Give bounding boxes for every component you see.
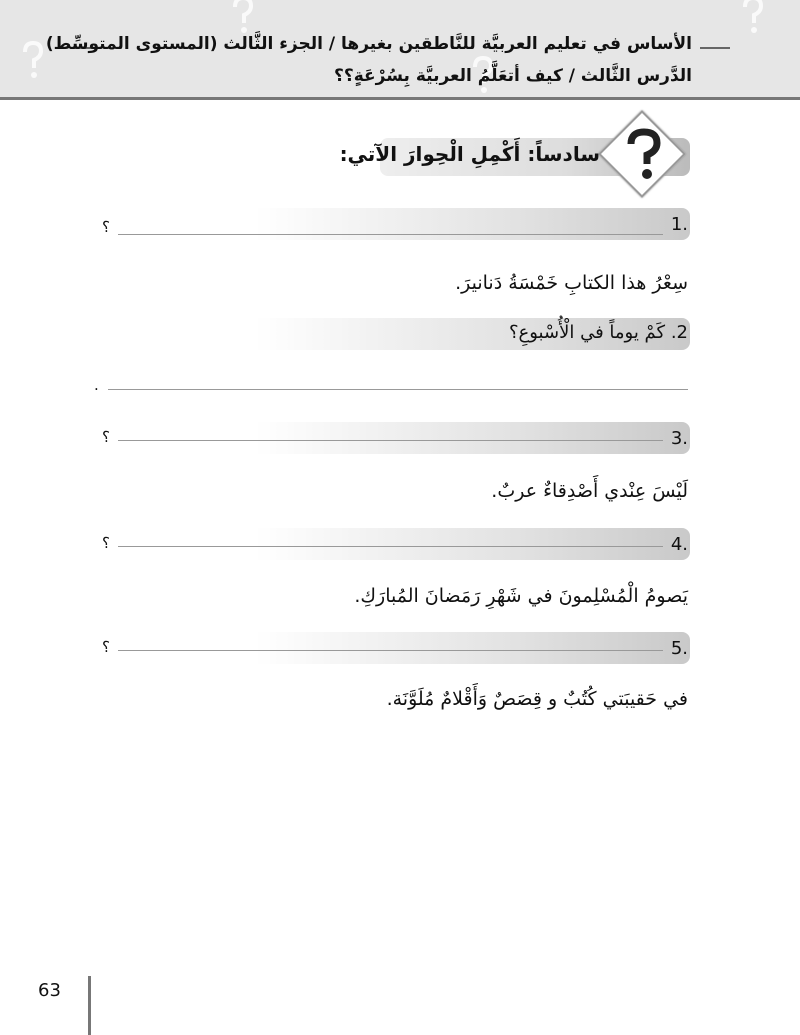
answer-line[interactable] xyxy=(118,234,663,235)
answer-line[interactable] xyxy=(118,650,663,651)
header-rule xyxy=(700,47,730,49)
period-mark: . xyxy=(94,376,99,394)
question-bar xyxy=(110,632,690,664)
page-number: 63 xyxy=(38,980,61,1001)
answer-text: في حَقيبَتي كُتُبٌ و قِصَصٌ وَأَقْلامٌ مُلَوَّنَة. xyxy=(386,688,688,710)
footer-divider xyxy=(88,976,91,1035)
page-header xyxy=(0,0,800,100)
book-title: الأساس في تعليم العربيَّة للنَّاطقين بغيرها / الجزء الثَّالث (المستوى المتوسِّط) xyxy=(45,34,692,54)
question-mark: ؟ xyxy=(102,638,110,656)
answer-line[interactable] xyxy=(118,546,663,547)
question-number: .1 xyxy=(670,214,688,235)
answer-line[interactable] xyxy=(118,440,663,441)
answer-line[interactable] xyxy=(108,389,688,390)
question-number: .3 xyxy=(670,428,688,449)
question-mark-decoration-icon xyxy=(20,40,46,80)
section-title: سادساً: أَكْمِلِ الْحِوارَ الآتي: xyxy=(339,142,600,166)
question-mark: ؟ xyxy=(102,534,110,552)
question-mark-decoration-icon xyxy=(740,0,766,35)
question-mark-icon xyxy=(624,128,664,182)
answer-text: يَصومُ الْمُسْلِمونَ في شَهْرِ رَمَضانَ المُبارَكِ. xyxy=(354,585,688,607)
answer-text: لَيْسَ عِنْدي أَصْدِقاءٌ عربٌ. xyxy=(491,480,688,502)
question-text: 2. كَمْ يوماً في الْأُسْبوعِ؟ xyxy=(508,322,688,343)
lesson-title: الدَّرس الثَّالث / كيف أتعَلَّمُ العربيَّة بِسُرْعَةٍ؟؟ xyxy=(334,66,692,86)
question-mark: ؟ xyxy=(102,428,110,446)
question-number: .5 xyxy=(670,638,688,659)
question-mark-decoration-icon xyxy=(230,0,256,35)
question-number: .4 xyxy=(670,534,688,555)
question-mark: ؟ xyxy=(102,218,110,236)
question-bar xyxy=(110,208,690,240)
question-bar xyxy=(110,528,690,560)
answer-text: سِعْرُ هذا الكتابِ خَمْسَةُ دَنانيرَ. xyxy=(455,272,688,294)
question-bar xyxy=(110,422,690,454)
